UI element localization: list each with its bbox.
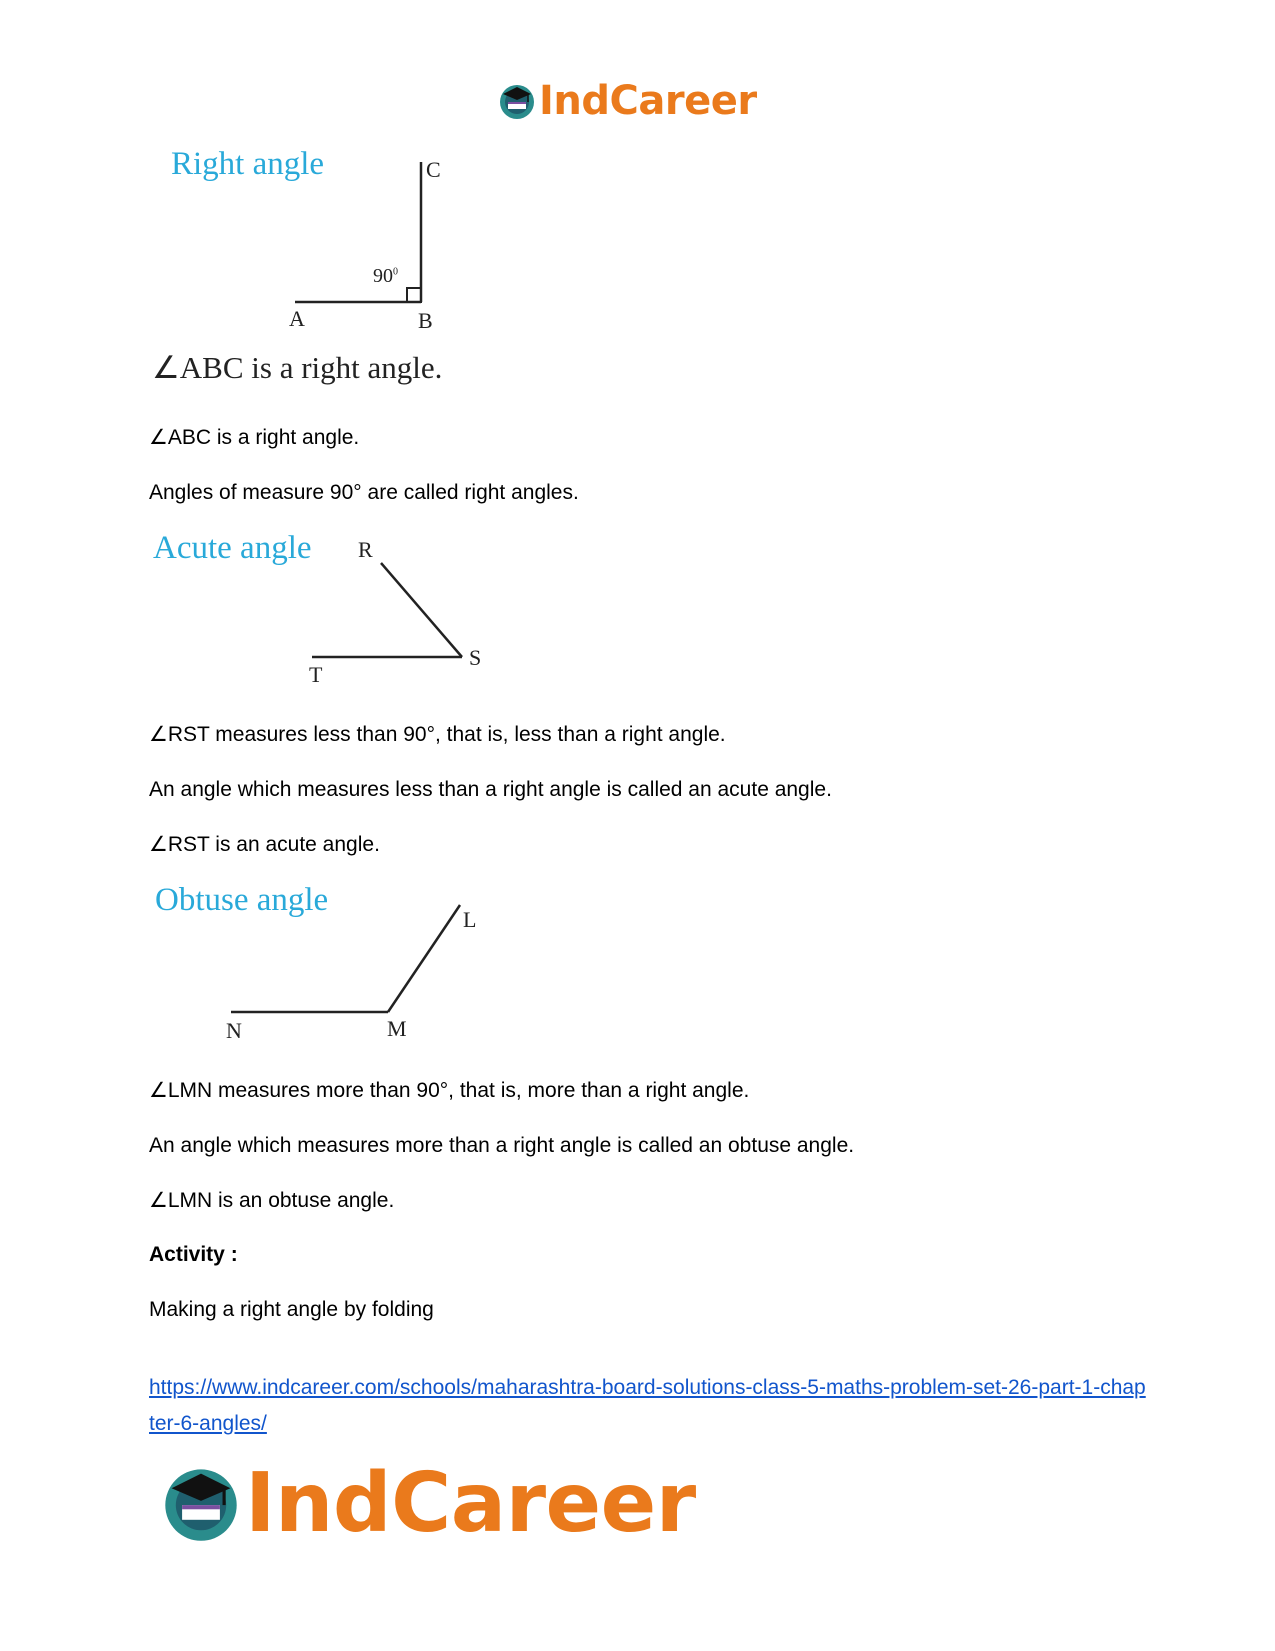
header-brand-text: IndCareer: [539, 78, 757, 124]
graduation-globe-icon: [497, 81, 537, 121]
footer-brand-text: IndCareer: [245, 1455, 696, 1551]
degree-mark: 0: [393, 266, 398, 278]
label-t: T: [309, 662, 323, 687]
footer-logo: [159, 1455, 696, 1551]
obtuse-angle-diagram: [0, 0, 1, 1]
activity-heading: Activity :: [149, 1243, 238, 1266]
measure-90: [373, 265, 398, 288]
label-n: N: [226, 1018, 242, 1043]
graduation-globe-icon: [159, 1461, 243, 1545]
label-m: M: [387, 1016, 407, 1041]
obtuse-text-2: An angle which measures more than a right angle is called an obtuse angle.: [149, 1134, 855, 1157]
right-angle-caption: ∠ABC is a right angle.: [152, 350, 443, 385]
right-text-1: ∠ABC is a right angle.: [149, 426, 360, 449]
header-logo: [497, 78, 757, 124]
obtuse-text-3: ∠LMN is an obtuse angle.: [149, 1189, 395, 1212]
right-angle-marker: [407, 288, 421, 302]
ray-sr: [381, 563, 462, 657]
label-l: L: [463, 907, 477, 932]
activity-text: Making a right angle by folding: [149, 1298, 434, 1321]
acute-text-3: ∠RST is an acute angle.: [149, 833, 380, 856]
label-c: C: [426, 157, 441, 182]
label-s: S: [469, 645, 482, 670]
right-text-2: Angles of measure 90° are called right angles.: [149, 481, 579, 504]
obtuse-text-1: ∠LMN measures more than 90°, that is, more than a right angle.: [149, 1079, 750, 1102]
acute-text-1: ∠RST measures less than 90°, that is, less than a right angle.: [149, 723, 726, 746]
obtuse-angle-title: Obtuse angle: [155, 882, 329, 918]
label-r: R: [358, 537, 373, 562]
source-link[interactable]: https://www.indcareer.com/schools/maharashtra-board-solutions-class-5-maths-problem-set-26-part-1-chapter-6-angles/: [149, 1376, 1146, 1435]
measure-value: 90: [373, 265, 393, 287]
acute-text-2: An angle which measures less than a right angle is called an acute angle.: [149, 778, 832, 801]
right-angle-title: Right angle: [171, 146, 325, 182]
label-a: A: [289, 306, 305, 331]
ray-ml: [388, 905, 460, 1012]
label-b: B: [418, 308, 433, 333]
acute-angle-title: Acute angle: [153, 530, 312, 566]
